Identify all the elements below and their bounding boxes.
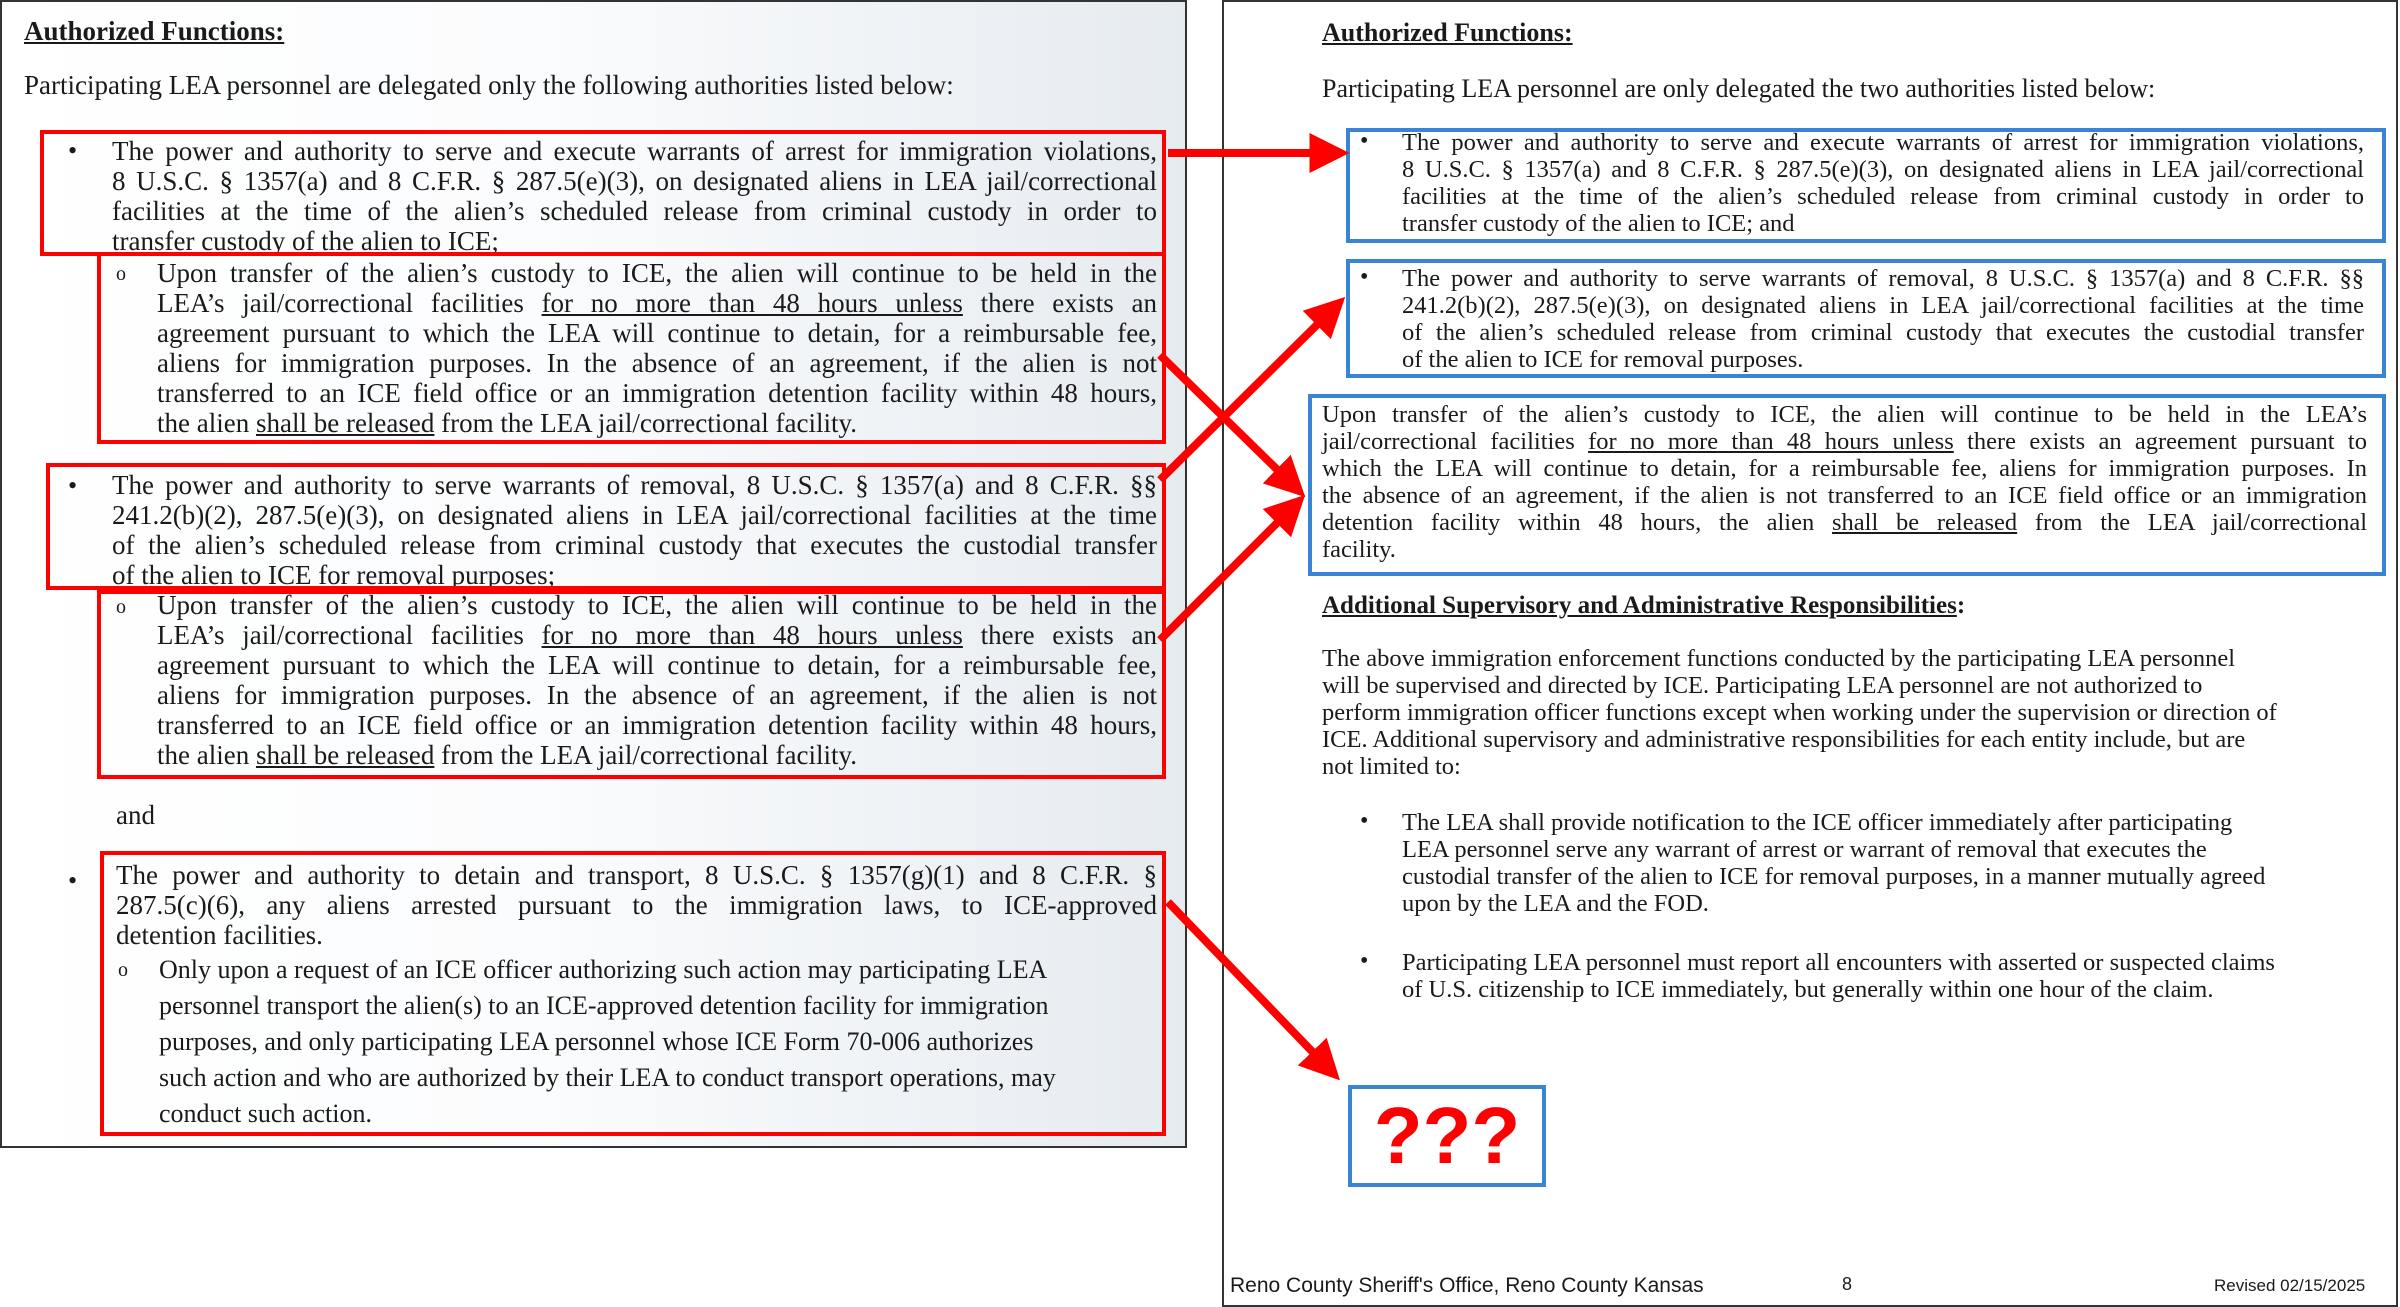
right-bullet3-line: custodial transfer of the alien to ICE for removal purposes, in a manner mutually agreed [1402, 863, 2266, 890]
left-bullet3-line: 287.5(c)(6), any aliens arrested pursuant to the immigration laws, to ICE-approved [116, 890, 1157, 920]
left-sub3-line: such action and who are authorized by their LEA to conduct transport operations, may [159, 1063, 1056, 1092]
right-supervision-line: will be supervised and directed by ICE. Participating LEA personnel are not authorized to [1322, 672, 2203, 699]
right-custody-line: which the LEA will continue to detain, for a reimbursable fee, aliens for immigration purposes. In [1322, 455, 2367, 482]
left-bullet2-line: of the alien to ICE for removal purposes; [112, 560, 556, 590]
left-bullet2-marker: • [68, 471, 78, 500]
right-supervision-line: not limited to: [1322, 753, 1461, 780]
right-bullet4-line: Participating LEA personnel must report all encounters with asserted or suspected claims [1402, 949, 2275, 976]
left-bullet3-line: detention facilities. [116, 920, 323, 950]
left-sub1-line: aliens for immigration purposes. In the absence of an agreement, if the alien is not [157, 348, 1157, 378]
right-intro: Participating LEA personnel are only delegated the two authorities listed below: [1322, 74, 2156, 103]
right-bullet2-marker: • [1360, 264, 1369, 290]
right-bullet1-line: The power and authority to serve and execute warrants of arrest for immigration violations, [1402, 129, 2364, 156]
right-bullet3-line: LEA personnel serve any warrant of arrest or warrant of removal that executes the [1402, 836, 2207, 863]
right-bullet3-line: upon by the LEA and the FOD. [1402, 890, 1709, 917]
right-custody-line: facility. [1322, 536, 1396, 563]
right-bullet2-line: of the alien’s scheduled release from criminal custody that executes the custodial transfer [1402, 319, 2364, 346]
right-bullet1-line: 8 U.S.C. § 1357(a) and 8 C.F.R. § 287.5(e)(3), on designated aliens in LEA jail/correctional [1402, 156, 2364, 183]
right-bullet3-marker: • [1360, 808, 1369, 834]
left-bullet1-marker: • [68, 136, 78, 165]
left-bullet1-line: The power and authority to serve and execute warrants of arrest for immigration violations, [112, 136, 1157, 166]
right-bullet2-line: The power and authority to serve warrants of removal, 8 U.S.C. § 1357(a) and 8 C.F.R. §§ [1402, 265, 2364, 292]
left-heading: Authorized Functions: [24, 16, 285, 46]
left-bullet2-line: The power and authority to serve warrants of removal, 8 U.S.C. § 1357(a) and 8 C.F.R. §§ [112, 470, 1157, 500]
left-sub2-line: aliens for immigration purposes. In the absence of an agreement, if the alien is not [157, 680, 1157, 710]
right-bullet1-marker: • [1360, 128, 1369, 154]
footer-revised-date: Revised 02/15/2025 [2214, 1276, 2366, 1295]
left-sub2-marker: o [116, 596, 126, 618]
right-custody-line: detention facility within 48 hours, the alien shall be released from the LEA jail/correctional [1322, 509, 2368, 536]
right-bullet2-line: of the alien to ICE for removal purposes. [1402, 346, 1804, 373]
right-heading: Authorized Functions: [1322, 18, 1573, 47]
right-custody-line: the absence of an agreement, if the alien is not transferred to an ICE field office or an immigration [1322, 482, 2367, 509]
underlined-phrase: for no more than 48 hours unless [541, 288, 963, 318]
right-bullet2-line: 241.2(b)(2), 287.5(e)(3), on designated aliens in LEA jail/correctional facilities at the time [1402, 292, 2364, 319]
left-sub2-line: agreement pursuant to which the LEA will continue to detain, for a reimbursable fee, [157, 650, 1157, 680]
right-bullet3-line: The LEA shall provide notification to the ICE officer immediately after participating [1402, 809, 2233, 836]
left-sub1-line: transferred to an ICE field office or an immigration detention facility within 48 hours, [157, 378, 1157, 408]
underlined-phrase: shall be released [1831, 509, 2018, 536]
right-supervision-line: perform immigration officer functions except when working under the supervision or direction of [1322, 699, 2277, 726]
left-sub3-line: purposes, and only participating LEA personnel whose ICE Form 70-006 authorizes [159, 1027, 1034, 1056]
underlined-phrase: shall be released [255, 740, 435, 770]
missing-authority-marker: ??? [1348, 1085, 1546, 1187]
left-sub1-line: LEA’s jail/correctional facilities for no more than 48 hours unless there exists an [157, 288, 1158, 318]
left-bullet2-line: of the alien’s scheduled release from criminal custody that executes the custodial transfer [112, 530, 1157, 560]
left-intro: Participating LEA personnel are delegated only the following authorities listed below: [24, 70, 954, 100]
footer-page-number: 8 [1842, 1274, 1853, 1294]
right-bullet1-line: facilities at the time of the alien’s scheduled release from criminal custody in order to [1402, 183, 2364, 210]
left-bullet3-line: The power and authority to detain and transport, 8 U.S.C. § 1357(g)(1) and 8 C.F.R. § [116, 860, 1157, 890]
left-sub3-line: conduct such action. [159, 1099, 372, 1128]
left-bullet2-line: 241.2(b)(2), 287.5(e)(3), on designated aliens in LEA jail/correctional facilities at the time [112, 500, 1157, 530]
footer-office: Reno County Sheriff's Office, Reno County Kansas [1230, 1274, 1704, 1297]
underlined-phrase: for no more than 48 hours unless [1588, 428, 1954, 455]
left-sub2-line: Upon transfer of the alien’s custody to ICE, the alien will continue to be held in the [157, 590, 1157, 620]
left-sub3-line: Only upon a request of an ICE officer authorizing such action may participating LEA [159, 955, 1048, 984]
left-sub1-line: agreement pursuant to which the LEA will continue to detain, for a reimbursable fee, [157, 318, 1157, 348]
arrow-removal-warrants [1160, 307, 1335, 480]
underlined-phrase: for no more than 48 hours unless [541, 620, 963, 650]
left-sub1-line: Upon transfer of the alien’s custody to ICE, the alien will continue to be held in the [157, 258, 1157, 288]
left-sub2-line: LEA’s jail/correctional facilities for no more than 48 hours unless there exists an [157, 620, 1158, 650]
right-custody-line: jail/correctional facilities for no more than 48 hours unless there exists an agreement pursuant to [1322, 428, 2367, 455]
left-bullet3-marker: • [68, 866, 78, 895]
left-bullet1-line: facilities at the time of the alien’s scheduled release from criminal custody in order to [112, 196, 1157, 226]
right-supervision-line: ICE. Additional supervisory and administrative responsibilities for each entity include, but are [1322, 726, 2246, 753]
right-custody-line: Upon transfer of the alien’s custody to ICE, the alien will continue to be held in the LEA’s [1322, 401, 2367, 428]
right-supervision-line: The above immigration enforcement functions conducted by the participating LEA personnel [1322, 645, 2236, 672]
left-bullet1-line: transfer custody of the alien to ICE; [112, 226, 499, 256]
right-bullet4-marker: • [1360, 948, 1369, 974]
right-heading2: Additional Supervisory and Administrative Responsibilities: [1322, 592, 1966, 619]
left-sub3-line: personnel transport the alien(s) to an ICE-approved detention facility for immigration [159, 991, 1049, 1020]
left-sub1-marker: o [116, 263, 126, 285]
left-sub3-marker: o [118, 959, 128, 981]
left-and-text: and [116, 800, 155, 830]
left-bullet1-line: 8 U.S.C. § 1357(a) and 8 C.F.R. § 287.5(e)(3), on designated aliens in LEA jail/correctional [112, 166, 1157, 196]
left-sub2-line: transferred to an ICE field office or an immigration detention facility within 48 hours, [157, 710, 1157, 740]
arrow-detain-transport-missing [1168, 902, 1330, 1070]
arrow-custody-to-revised [1160, 355, 1295, 487]
left-sub2-line: the alien shall be released from the LEA jail/correctional facility. [157, 740, 857, 770]
right-bullet1-line: transfer custody of the alien to ICE; and [1402, 210, 1795, 237]
left-sub1-line: the alien shall be released from the LEA jail/correctional facility. [157, 408, 857, 438]
right-bullet4-line: of U.S. citizenship to ICE immediately, but generally within one hour of the claim. [1402, 976, 2214, 1003]
underlined-phrase: shall be released [255, 408, 435, 438]
arrow-custody2-to-revised [1160, 505, 1295, 640]
